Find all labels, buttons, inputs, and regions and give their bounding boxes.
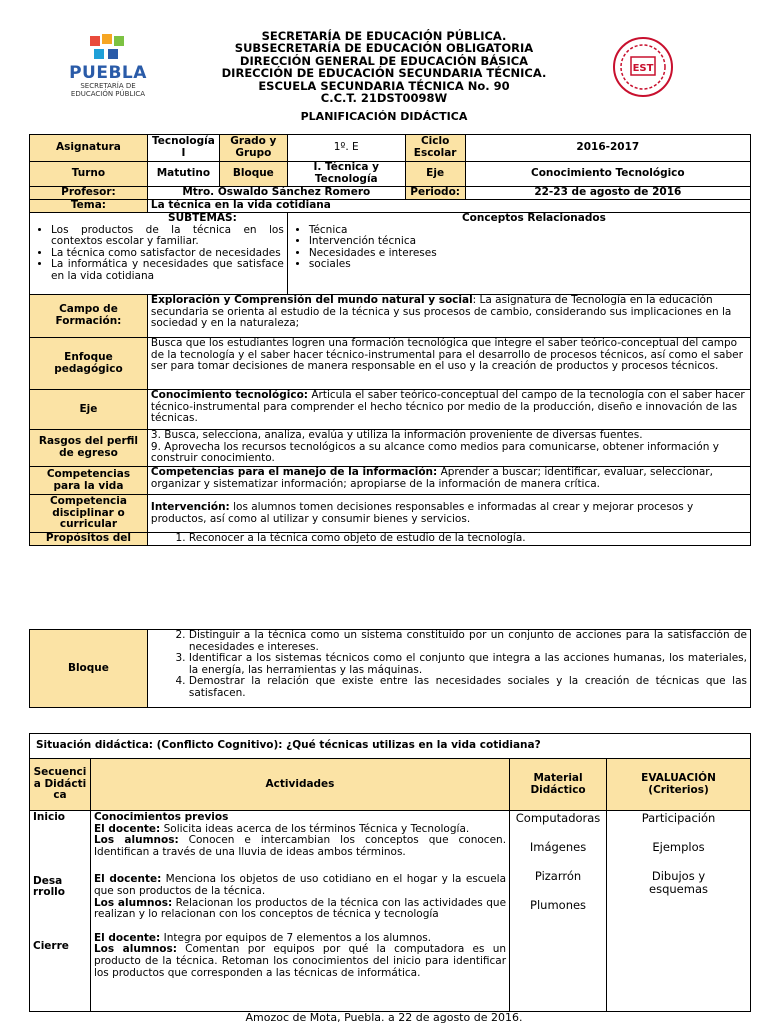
concepto-item: • Técnica [309, 225, 747, 237]
eje-row-text: Articula el saber teórico-conceptual del campo de la tecnología con el saber hacer técnico-instrumental para comprender el hecho técnico por medio de la producción, diseño e innovación de las técnicas. [150, 389, 745, 425]
act-text: Relacionan los productos de la técnica con las actividades que realizan y lo relacionan con los conceptos de técnica y tecnología [93, 896, 507, 921]
act-label: El docente: [93, 822, 161, 835]
ciclo-label: Ciclo Escolar [405, 135, 465, 162]
footer-location-date: Amozoc de Mota, Puebla. a 22 de agosto de 2016. [245, 1011, 523, 1024]
act-label: Los alumnos: [93, 943, 177, 956]
concepto-item: • Necesidades e intereses [309, 248, 747, 260]
col-evaluacion: EVALUACIÓN (Criterios) [607, 759, 751, 811]
puebla-sub-2: EDUCACIÓN PÚBLICA [70, 90, 146, 98]
material-item: Plumones [530, 898, 587, 912]
conocimientos-previos: Conocimientos previos [93, 811, 229, 823]
ciclo-value: 2016-2017 [465, 135, 750, 162]
campo-bold: Exploración y Comprensión del mundo natural y social [150, 294, 473, 306]
campo-text: : La asignatura de Tecnología en la educación secundaria se orienta al estudio de la técnica y sus procesos de cambio, considerando sus implicaciones en la sociedad y en la naturaleza; [150, 294, 732, 330]
competencia-disc-bold: Intervención: [150, 500, 230, 513]
proposito-item: 1. Reconocer a la técnica como objeto de estudio de la tecnología. [189, 533, 747, 545]
propositos-value [147, 533, 750, 546]
rasgo-line: 9. Aprovecha los recursos tecnológicos a su alcance como medios para comunicarse, obtener información y construir conocimiento. [150, 440, 719, 465]
conceptos-cell [287, 213, 750, 295]
rasgos-value [147, 430, 750, 467]
header-line: ESCUELA SECUNDARIA TÉCNICA No. 90 [258, 78, 510, 93]
header-line: SECRETARÍA DE EDUCACIÓN PÚBLICA. [261, 29, 507, 43]
header-line: DIRECCIÓN GENERAL DE EDUCACIÓN BÁSICA [239, 53, 529, 68]
asignatura-value: Tecnología I [147, 135, 219, 162]
competencia-disc-value [147, 495, 750, 533]
profesor-value: Mtro. Oswaldo Sánchez Romero [147, 187, 405, 200]
campo-value [147, 295, 750, 338]
enfoque-value: Busca que los estudiantes logren una formación tecnológica que integre el saber teórico-conceptual del campo de la tecnología y el saber hacer técnico-instrumental para el desarrollo de procesos técnicos, así como el saber ser para tomar decisiones de manera responsable en el uso y la creación de productos y procesos técnicos. [147, 338, 750, 390]
competencias-label: Competencias para la vida [30, 467, 148, 495]
turno-value: Matutino [147, 162, 219, 187]
eje-row-label: Eje [30, 390, 148, 430]
bloque-label: Bloque [219, 162, 287, 187]
act-text: Integra por equipos de 7 elementos a los alumnos. [160, 931, 432, 944]
col-actividades: Actividades [90, 759, 509, 811]
subtema-item: • La informática y necesidades que satisface en la vida cotidiana [51, 259, 284, 282]
material-item: Imágenes [529, 840, 587, 854]
actividades-cell [90, 811, 509, 1012]
campo-label: Campo de Formación: [30, 295, 148, 338]
enfoque-label: Enfoque pedagógico [30, 338, 148, 390]
bloque-value: I. Técnica y Tecnología [287, 162, 405, 187]
eje-value: Conocimiento Tecnológico [465, 162, 750, 187]
bloque-table [29, 629, 751, 708]
competencias-text: Aprender a buscar; identificar, evaluar, seleccionar, organizar y sistematizar información; apropiarse de la información de manera crítica. [150, 466, 713, 490]
secuencia-desarrollo: Desarrollo [33, 874, 65, 899]
act-text: Conocen e intercambian los conceptos que conocen. Identifican a través de una lluvia de ideas ambos términos. [93, 834, 507, 858]
profesor-label: Profesor: [30, 187, 148, 200]
act-label: El docente: [93, 873, 162, 886]
competencias-value [147, 467, 750, 495]
eje-label: Eje [405, 162, 465, 187]
situacion-table [29, 733, 751, 1012]
secuencia-inicio: Inicio [33, 811, 66, 823]
institution-header [0, 30, 768, 124]
rasgos-label: Rasgos del perfil de egreso [30, 430, 148, 467]
grado-value: 1º. E [287, 135, 405, 162]
turno-label: Turno [30, 162, 148, 187]
competencia-disc-label: Competencia disciplinar o curricular [30, 495, 148, 533]
asignatura-label: Asignatura [30, 135, 148, 162]
material-cell [510, 811, 607, 1012]
header-line: SUBSECRETARÍA DE EDUCACIÓN OBLIGATORIA [234, 41, 534, 56]
bloque-item: 3. Identificar a los sistemas técnicos como el conjunto que integra a las acciones humanas, los materiales, la energía, las herramientas y las máquinas. [189, 653, 747, 676]
competencia-disc-text: los alumnos tomen decisiones responsables e informadas al crear y mejorar procesos y productos, así como al utilizar y consumir bienes y servicios. [150, 500, 694, 525]
col-material: Material Didáctico [510, 759, 607, 811]
tema-label: Tema: [30, 200, 148, 213]
criterios-cell [607, 811, 751, 1012]
conceptos-title: Conceptos Relacionados [461, 212, 606, 224]
act-label: Los alumnos: [93, 834, 179, 847]
criterio-item: Participación [641, 811, 716, 825]
subtemas-title: SUBTEMAS: [168, 212, 237, 224]
secuencia-cierre: Cierre [33, 939, 69, 952]
criterio-item: Ejemplos [652, 840, 705, 854]
subtemas-cell [30, 213, 288, 295]
bloque-table-value [147, 630, 750, 708]
plan-title: PLANIFICACIÓN DIDÁCTICA [300, 110, 468, 124]
rasgo-line: 3. Busca, selecciona, analiza, evalúa y utiliza la información proveniente de diversas fuentes. [150, 429, 643, 441]
propositos-label: Propósitos del [30, 533, 148, 546]
bloque-table-label: Bloque [30, 630, 148, 708]
seal-text: EST [632, 63, 654, 74]
grado-label: Grado y Grupo [219, 135, 287, 162]
concepto-item: • sociales [309, 259, 747, 271]
act-label: El docente: [93, 931, 161, 944]
material-item: Computadoras [515, 811, 601, 825]
material-item: Pizarrón [534, 869, 582, 883]
situacion-title: Situación didáctica: (Conflicto Cognitivo): ¿Qué técnicas utilizas en la vida cotidiana? [30, 734, 751, 759]
eje-row-value [147, 390, 750, 430]
eje-row-bold: Conocimiento tecnológico: [150, 389, 308, 401]
competencias-bold: Competencias para el manejo de la información: [150, 466, 438, 478]
bloque-item: 4. Demostrar la relación que existe entre las necesidades sociales y la creación de técnicas que las satisfacen. [189, 676, 747, 699]
act-text: Menciona los objetos de uso cotidiano en el hogar y la escuela que son productos de la técnica. [93, 873, 507, 897]
header-line: C.C.T. 21DST0098W [320, 91, 448, 106]
subtema-item: • La técnica como satisfactor de necesidades [51, 248, 284, 260]
header-line: DIRECCIÓN DE EDUCACIÓN SECUNDARIA TÉCNICA. [221, 66, 547, 81]
concepto-item: • Intervención técnica [309, 236, 747, 248]
act-text: Comentan por equipos por qué la computadora es un producto de la técnica. Retoman los conocimientos del inicio para identificar los productos que corresponden a las técnicas de informática. [93, 943, 507, 979]
puebla-sub-1: SECRETARÍA DE [80, 82, 136, 90]
tema-value: La técnica en la vida cotidiana [147, 200, 750, 213]
periodo-label: Periodo: [405, 187, 465, 200]
puebla-wordmark: PUEBLA [69, 63, 147, 83]
col-secuencia: Secuencia Didáctica [30, 759, 91, 811]
periodo-value: 22-23 de agosto de 2016 [465, 187, 750, 200]
secuencia-cell [30, 811, 91, 1012]
act-text: Solicita ideas acerca de los términos Técnica y Tecnología. [160, 822, 470, 835]
criterio-item: Dibujos y esquemas [649, 869, 708, 896]
planning-table [29, 134, 751, 546]
subtema-item: • Los productos de la técnica en los contextos escolar y familiar. [51, 225, 284, 248]
act-label: Los alumnos: [93, 896, 173, 909]
bloque-item: 2. Distinguir a la técnica como un sistema constituido por un conjunto de acciones para la satisfacción de necesidades e intereses. [189, 630, 747, 653]
